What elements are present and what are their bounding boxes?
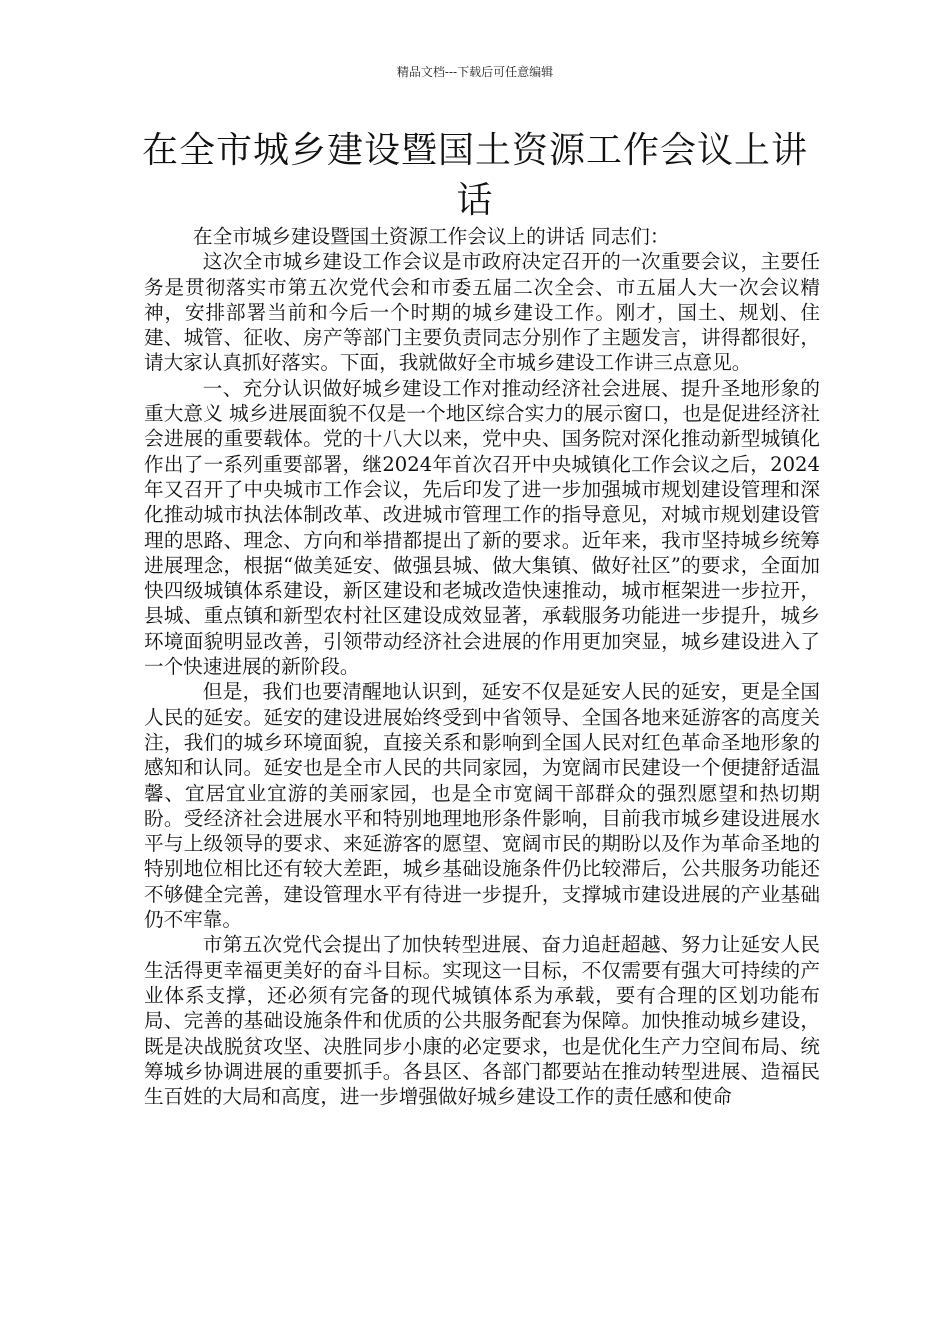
paragraph-3: 但是，我们也要清醒地认识到，延安不仅是延安人民的延安，更是全国人民的延安。延安的建设进展始终受到中省领导、全国各地来延游客的高度关注，我们的城乡环境面貌，直接关系和影响到全国人民对红色革命圣地形象的感知和认同。延安也是全市人民的共同家园，为宽阔市民建设一个便捷舒适温馨、宜居宜业宜游的美丽家园，也是全市宽阔干部群众的强烈愿望和热切期盼。受经济社会进展水平和特别地理地形条件影响，目前我市城乡建设进展水平与上级领导的要求、来延游客的愿望、宽阔市民的期盼以及作为革命圣地的特别地位相比还有较大差距，城乡基础设施条件仍比较滞后，公共服务功能还不够健全完善，建设管理水平有待进一步提升，支撑城市建设进展的产业基础仍不牢靠。 bbox=[144, 680, 820, 932]
paragraph-2: 一、充分认识做好城乡建设工作对推动经济社会进展、提升圣地形象的重大意义 城乡进展面貌不仅是一个地区综合实力的展示窗口，也是促进经济社会进展的重要载体。党的十八大以来，党中央、国务院对深化推动新型城镇化作出了一系列重要部署，继2024年首次召开中央城镇化工作会议之后，2024年又召开了中央城市工作会议，先后印发了进一步加强城市规划建设管理和深化推动城市执法体制改革、改进城市管理工作的指导意见，对城市规划建设管理的思路、理念、方向和举措都提出了新的要求。近年来，我市坚持城乡统筹进展理念，根据“做美延安、做强县城、做大集镇、做好社区”的要求，全面加快四级城镇体系建设，新区建设和老城改造快速推动，城市框架进一步拉开，县城、重点镇和新型农村社区建设成效显著，承载服务功能进一步提升，城乡环境面貌明显改善，引领带动经济社会进展的作用更加突显，城乡建设进入了一个快速进展的新阶段。 bbox=[144, 376, 820, 679]
header-note: 精品文档---下载后可任意编辑 bbox=[396, 65, 554, 79]
paragraph-1: 这次全市城乡建设工作会议是市政府决定召开的一次重要会议，主要任务是贯彻落实市第五次党代会和市委五届二次全会、市五届人大一次会议精神，安排部署当前和今后一个时期的城乡建设工作。刚才，国土、规划、住建、城管、征收、房产等部门主要负责同志分别作了主题发言，讲得都很好，请大家认真抓好落实。下面，我就做好全市城乡建设工作讲三点意见。 bbox=[144, 250, 820, 375]
document-body bbox=[144, 224, 820, 1109]
paragraph-4: 市第五次党代会提出了加快转型进展、奋力追赶超越、努力让延安人民生活得更幸福更美好的奋斗目标。实现这一目标，不仅需要有强大可持续的产业体系支撑，还必须有完备的现代城镇体系为承载，要有合理的区划功能布局、完善的基础设施条件和优质的公共服务配套为保障。加快推动城乡建设，既是决战脱贫攻坚、决胜同步小康的必定要求，也是优化生产力空间布局、统筹城乡协调进展的重要抓手。各县区、各部门都要站在推动转型进展、造福民生百姓的大局和高度，进一步增强做好城乡建设工作的责任感和使命 bbox=[144, 933, 820, 1109]
document-title: 在全市城乡建设暨国土资源工作会议上讲话 bbox=[141, 130, 808, 221]
opening-line: 在全市城乡建设暨国土资源工作会议上的讲话 同志们： bbox=[193, 225, 670, 248]
